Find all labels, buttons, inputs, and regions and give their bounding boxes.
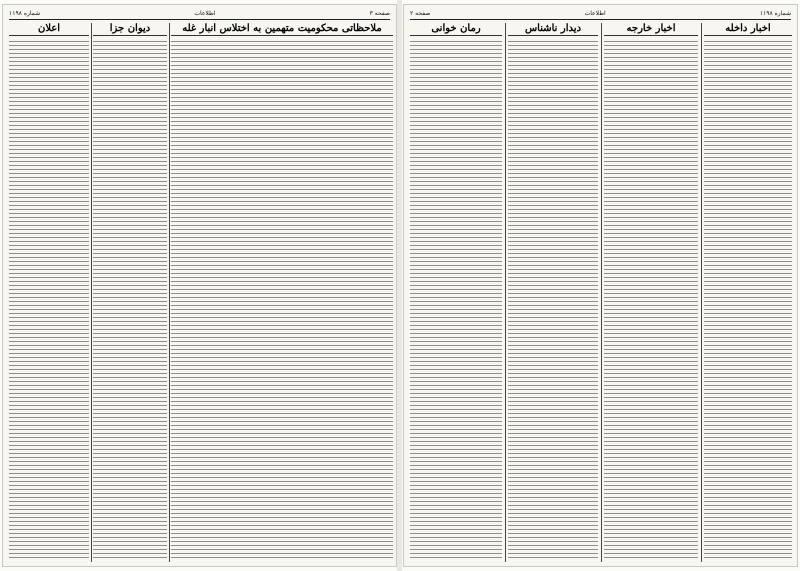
- right-page: [403, 4, 798, 567]
- novel-headline: رمان خوانی: [410, 23, 502, 36]
- column-divider: [505, 23, 506, 562]
- page-header: [410, 7, 791, 20]
- foreign-news-column: [604, 23, 698, 562]
- newspaper-name: اطلاعات: [584, 9, 606, 17]
- issue-number: شماره ۱۱۹۸: [9, 9, 41, 17]
- column-divider: [91, 23, 92, 562]
- court-column: [93, 23, 167, 562]
- newspaper-name: اطلاعات: [194, 9, 216, 17]
- article-text: [171, 39, 393, 559]
- page-number: صفحه ۳: [369, 9, 390, 17]
- article-text: [508, 39, 598, 559]
- main-headline: ملاحظاتی محکومیت متهمین به اختلاس انبار غله: [171, 23, 393, 36]
- foreign-headline: اخبار خارجه: [604, 23, 698, 36]
- article-text: [410, 39, 502, 559]
- story-column: [508, 23, 598, 562]
- article-text: [93, 39, 167, 559]
- page-gutter: [397, 0, 402, 571]
- column-divider: [601, 23, 602, 562]
- article-text: [604, 39, 698, 559]
- ads-text: [9, 39, 89, 559]
- article-text: [704, 39, 792, 559]
- issue-number: شماره ۱۱۹۸: [759, 9, 791, 17]
- court-headline: دیوان جزا: [93, 23, 167, 36]
- page-number: صفحه ۲: [410, 9, 431, 17]
- ads-headline: اعلان: [9, 23, 89, 36]
- ads-column: [9, 23, 89, 562]
- column-divider: [169, 23, 170, 562]
- left-page: [2, 4, 397, 567]
- domestic-headline: اخبار داخله: [704, 23, 792, 36]
- domestic-news-column: [704, 23, 792, 562]
- story-headline: دیدار ناشناس: [508, 23, 598, 36]
- main-article-column: [171, 23, 393, 562]
- novel-column: [410, 23, 502, 562]
- page-header: [9, 7, 390, 20]
- column-divider: [701, 23, 702, 562]
